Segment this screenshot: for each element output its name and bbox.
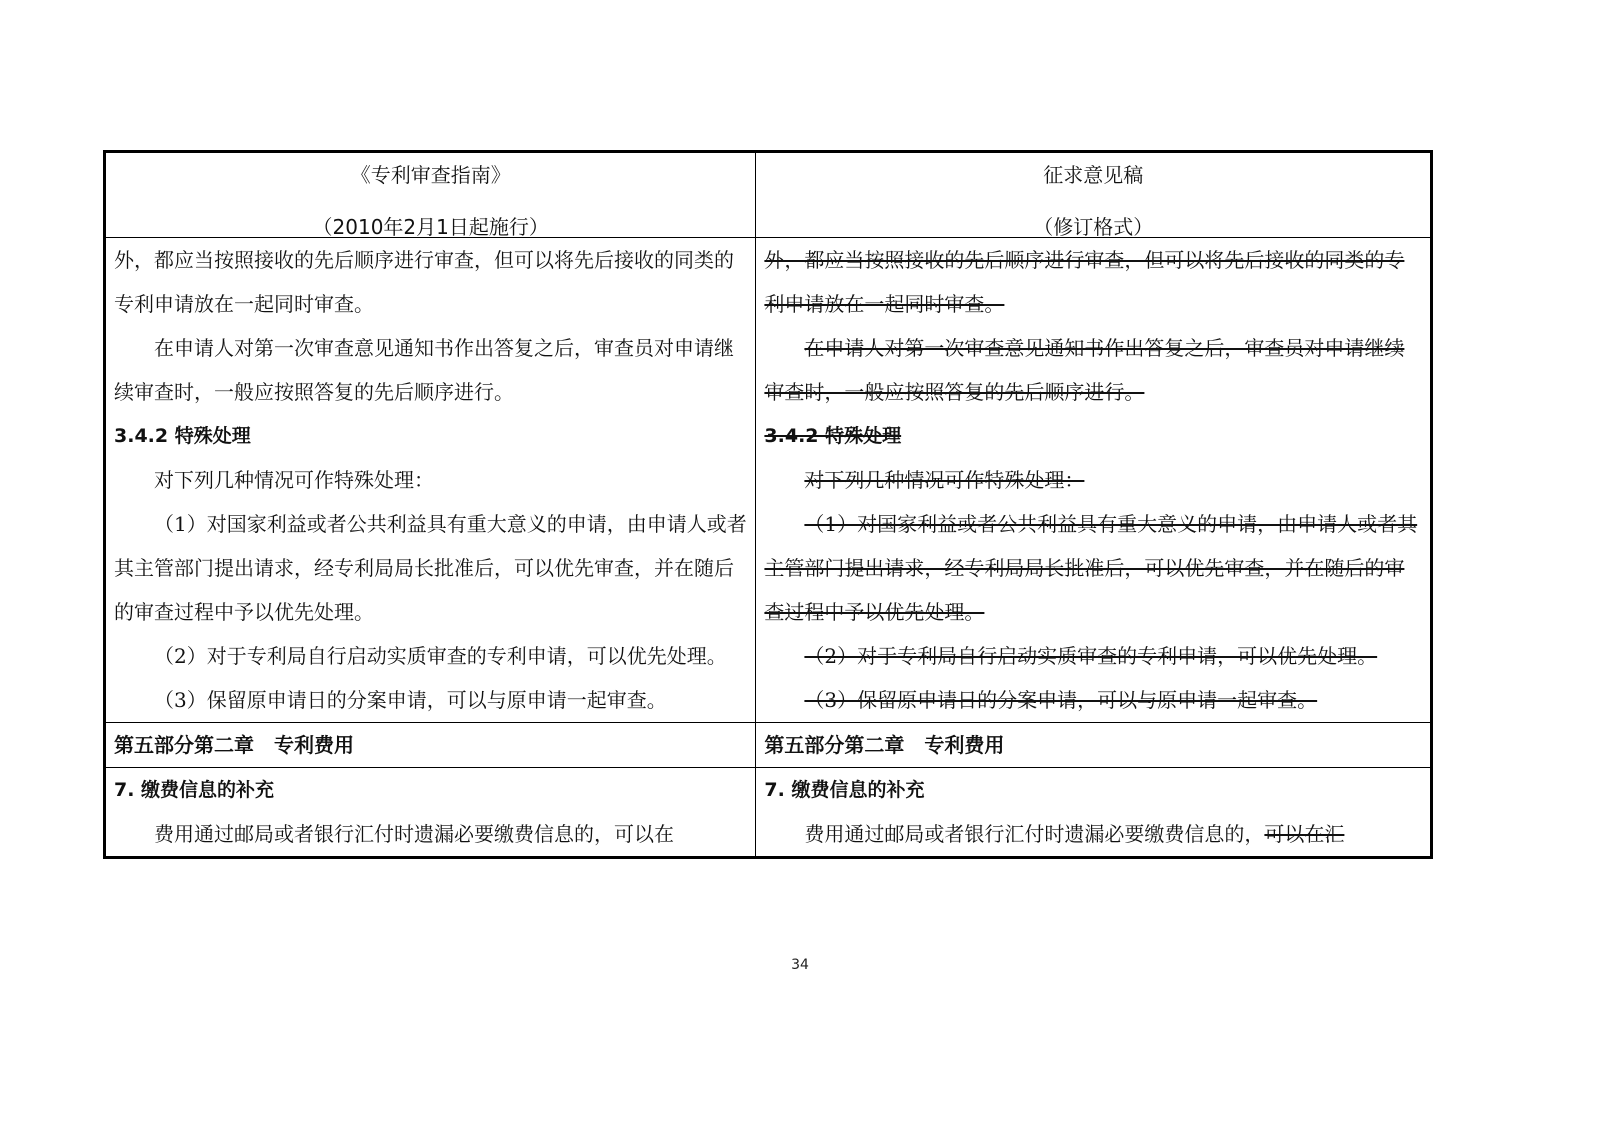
left-heading-342: 3.4.2 特殊处理 [114,425,251,447]
left-paragraph-4: （1）对国家利益或者公共利益具有重大意义的申请，由申请人或者其主管部门提出请求，经专利局局长批准后，可以优先审查，并在随后的审查过程中予以优先处理。 [114,512,747,624]
right-content-cell-2 [756,768,1432,858]
comparison-table [103,150,1433,859]
content-row-2 [105,768,1432,858]
right-heading-7: 7. 缴费信息的补充 [764,779,925,801]
left-content-cell [105,238,756,723]
left-paragraph-1: 外，都应当按照接收的先后顺序进行审查，但可以将先后接收的同类的专利申请放在一起同时审查。 [114,248,734,316]
left-paragraph-6: （3）保留原申请日的分案申请，可以与原申请一起审查。 [154,688,667,712]
right-paragraph-7-kept: 费用通过邮局或者银行汇付时遗漏必要缴费信息的， [804,822,1265,846]
right-header-subtitle: （修订格式） [1033,215,1154,239]
left-paragraph-3: 对下列几种情况可作特殊处理： [154,468,434,492]
left-header-subtitle: （2010年2月1日起施行） [312,215,549,239]
right-content-cell [756,238,1432,723]
right-deleted-paragraph-3: 对下列几种情况可作特殊处理： [804,468,1085,492]
content-row-1 [105,238,1432,723]
section-row [105,723,1432,768]
left-heading-7: 7. 缴费信息的补充 [114,779,275,801]
right-deleted-paragraph-2: 在申请人对第一次审查意见通知书作出答复之后，审查员对申请继续审查时，一般应按照答复的先后顺序进行。 [764,336,1405,404]
right-header-title: 征求意见稿 [1043,163,1144,187]
left-section-title: 第五部分第二章 专利费用 [105,723,756,768]
right-deleted-paragraph-6: （3）保留原申请日的分案申请，可以与原申请一起审查。 [804,688,1318,712]
left-header-title: 《专利审查指南》 [350,163,511,187]
left-content-cell-2 [105,768,756,858]
right-deleted-paragraph-5: （2）对于专利局自行启动实质审查的专利申请，可以优先处理。 [804,644,1378,668]
right-header [756,152,1432,238]
right-deleted-heading-342: 3.4.2 特殊处理 [764,425,902,447]
left-paragraph-5: （2）对于专利局自行启动实质审查的专利申请，可以优先处理。 [154,644,727,668]
right-paragraph-7 [764,812,1422,856]
left-paragraph-2: 在申请人对第一次审查意见通知书作出答复之后，审查员对申请继续审查时，一般应按照答复的先后顺序进行。 [114,336,734,404]
right-section-title: 第五部分第二章 专利费用 [756,723,1432,768]
left-header [105,152,756,238]
left-paragraph-7: 费用通过邮局或者银行汇付时遗漏必要缴费信息的，可以在 [154,822,674,846]
right-deleted-paragraph-4: （1）对国家利益或者公共利益具有重大意义的申请，由申请人或者其主管部门提出请求，经专利局局长批准后，可以优先审查，并在随后的审查过程中予以优先处理。 [764,512,1418,624]
header-row [105,152,1432,238]
page-number: 34 [791,957,809,973]
right-paragraph-7-deleted: 可以在汇 [1264,822,1345,846]
right-deleted-paragraph-1: 外，都应当按照接收的先后顺序进行审查，但可以将先后接收的同类的专利申请放在一起同时审查。 [764,248,1405,316]
